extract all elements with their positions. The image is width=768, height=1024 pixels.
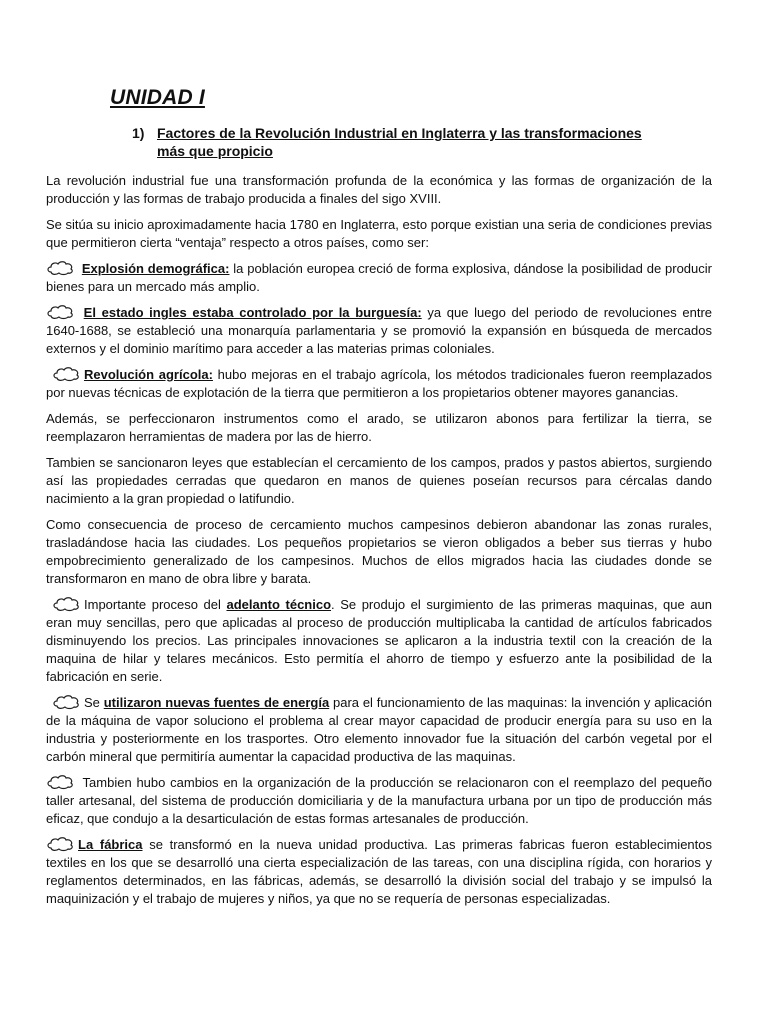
- paragraph-instruments: Además, se perfeccionaron instrumentos como el arado, se utilizaron abonos para fertilizar la tierra, se reemplazaron herramientas de madera por las de hierro.: [46, 411, 712, 444]
- paragraph-agricultural: [46, 366, 712, 402]
- unit-title: UNIDAD I: [110, 86, 205, 109]
- text-organization: Tambien hubo cambios en la organización de la producción se relacionaron con el reemplazo del pequeño taller artesanal, del sistema de producción domiciliaria y de la manufactura urbana por un tipo de producción más eficaz, que condujo a la desarticulación de estas formas artesanales de producción.: [46, 775, 712, 826]
- cloud-bullet-icon: [46, 260, 74, 276]
- text-demographic: la población europea creció de forma explosiva, dándose la posibilidad de producir bienes para un mercado más amplio.: [46, 261, 712, 294]
- term-factory: La fábrica: [78, 837, 143, 852]
- paragraph-laws: Tambien se sancionaron leyes que establecían el cercamiento de los campos, prados y pastos abiertos, surgiendo así las propiedades cerradas que quedaron en manos de quienes poseían recursos para cércalas dando nacimiento a la gran propiedad o latifundio.: [46, 455, 712, 506]
- cloud-bullet-icon: [46, 304, 74, 320]
- paragraph-bourgeoisie: [46, 304, 712, 358]
- term-bourgeoisie: El estado ingles estaba controlado por la burguesía:: [83, 305, 422, 320]
- text-energy: para el funcionamiento de las maquinas: la invención y aplicación de la máquina de vapor soluciono el problema al crear mayor capacidad de producir energía para su uso en la industria y posteriormente en los trasportes. Otro elemento innovador fue la situación del carbón vegetal por el carbón mineral que permitiría aumentar la capacidad productiva de las maquinas.: [46, 695, 713, 764]
- paragraph-consequence: Como consecuencia de proceso de cercamiento muchos campesinos debieron abandonar las zonas rurales, trasladándose hacia las ciudades. Los pequeños propietarios se vieron obligados a beber sus tierras y hubo empobrecimiento generalizado de los campesinos. Muchos de ellos migrados hacia las ciudades donde se transformaron en mano de obra libre y barata.: [46, 517, 712, 586]
- term-agricultural: Revolución agrícola:: [84, 367, 213, 382]
- paragraph-factory: [46, 836, 712, 908]
- paragraph-demographic: [46, 260, 712, 296]
- cloud-bullet-icon: [52, 366, 80, 382]
- cloud-bullet-icon: [52, 596, 80, 612]
- text-factory: se transformó en la nueva unidad productiva. Las primeras fabricas fueron establecimientos textiles en los que se desarrolló una cierta especialización de las tareas, con una disciplina rígida, con horarios y reglamentos determinados, en las fábricas, además, se desarrolló la división social del trabajo y se impulsó la maquinización y el trabajo de mujeres y niños, ya que no se requería de personas especializadas.: [46, 837, 712, 906]
- cloud-bullet-icon: [46, 774, 74, 790]
- cloud-bullet-icon: [46, 836, 74, 852]
- text-bourgeoisie: ya que luego del periodo de revoluciones entre 1640-1688, se estableció una monarquía parlamentaria y se promovió la expansión en búsqueda de mercados externos y el dominio marítimo para acceder a las materias primas coloniales.: [46, 305, 712, 356]
- document-body: [46, 172, 712, 916]
- term-demographic: Explosión demográfica:: [81, 261, 230, 276]
- pre-technical: Importante proceso del: [84, 597, 227, 612]
- paragraph-organization: [46, 774, 712, 828]
- text-technical: . Se produjo el surgimiento de las primeras maquinas, que aun eran muy sencillas, pero que aplicadas al proceso de producción multiplicaba la cantidad de artículos fabricados disminuyendo los precios. Las principales innovaciones se aplicaron a la industria textil con la creación de la maquina de hilar y telares mecánicos. Esto permitía el ahorro de tiempo y esfuerzo ante la posibilidad de la fabricación en serie.: [46, 597, 713, 684]
- cloud-bullet-icon: [52, 694, 80, 710]
- pre-energy: Se: [84, 695, 104, 710]
- text-agricultural: hubo mejoras en el trabajo agrícola, los métodos tradicionales fueron reemplazados por nuevas técnicas de explotación de la tierra que permitieron a los propietarios obtener mayores ganancias.: [46, 367, 712, 400]
- term-technical: adelanto técnico: [226, 597, 332, 612]
- section-number: 1): [132, 125, 145, 141]
- section-heading: [132, 124, 652, 160]
- paragraph-technical: [46, 596, 712, 686]
- section-title: Factores de la Revolución Industrial en Inglaterra y las transformaciones más que propicio: [157, 125, 642, 159]
- term-energy: utilizaron nuevas fuentes de energía: [103, 695, 330, 710]
- paragraph-energy: [46, 694, 712, 766]
- paragraph-intro: La revolución industrial fue una transformación profunda de la económica y las formas de organización de la producción y las formas de trabajo producida a finales del sigo XVIII.: [46, 173, 712, 206]
- paragraph-context: Se sitúa su inicio aproximadamente hacia 1780 en Inglaterra, esto porque existian una seria de condiciones previas que permitieron cierta “ventaja” respecto a otros países, como ser:: [46, 217, 712, 250]
